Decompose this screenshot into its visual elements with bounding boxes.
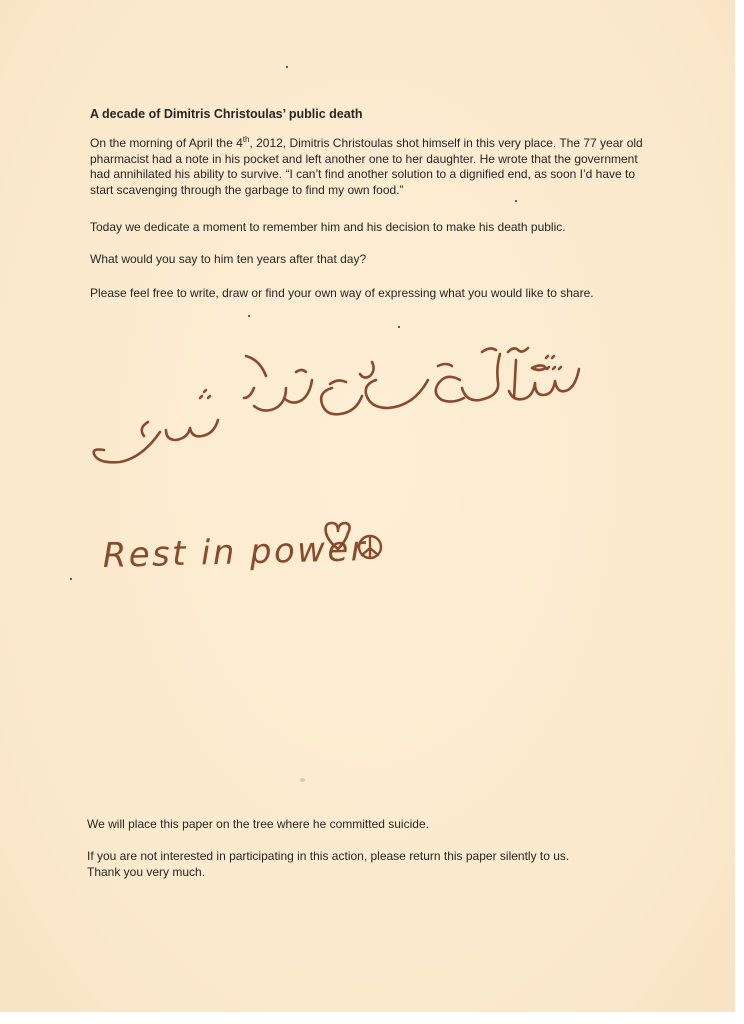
intro-line-1-start: On the morning of April the 4 — [90, 136, 243, 150]
footer-return-line-1: If you are not interested in participating in this action, please return this paper silently to us. — [87, 849, 570, 863]
intro-line-1-ordinal: th — [242, 135, 250, 144]
paper-speck — [398, 326, 400, 328]
document-title: A decade of Dimitris Christoulas’ public death — [90, 107, 363, 121]
footer-return-note — [87, 849, 569, 880]
paper-speck — [70, 578, 72, 580]
intro-line-2: pharmacist had a note in his pocket and left another one to her daughter. He wrote that the government — [90, 151, 638, 166]
invitation-paragraph: Please feel free to write, draw or find your own way of expressing what you would like to share. — [90, 286, 594, 300]
intro-line-3: had annihilated his ability to survive. “I can’t find another solution to a dignified end, as soon I’d have to — [90, 167, 636, 181]
intro-line-1-end: , 2012, Dimitris Christoulas shot himself in this very place. The 77 year old — [249, 136, 643, 150]
paper-speck — [248, 315, 250, 317]
scan-margin-right — [735, 0, 744, 1024]
paper-speck — [515, 200, 517, 202]
persian-handwriting — [94, 348, 579, 462]
intro-line-4: start scavenging through the garbage to find my own food.” — [90, 182, 404, 197]
paper-speck — [286, 66, 288, 68]
question-paragraph: What would you say to him ten years after that day? — [90, 252, 367, 266]
footer-placement-note: We will place this paper on the tree where he committed suicide. — [87, 817, 429, 831]
dedication-paragraph: Today we dedicate a moment to remember him and his decision to make his death public. — [90, 220, 566, 234]
paper-speck — [300, 778, 305, 782]
scan-margin-bottom — [0, 1012, 744, 1024]
footer-thanks-line: Thank you very much. — [87, 864, 206, 879]
rest-in-power-text: Rest in power — [102, 529, 366, 576]
